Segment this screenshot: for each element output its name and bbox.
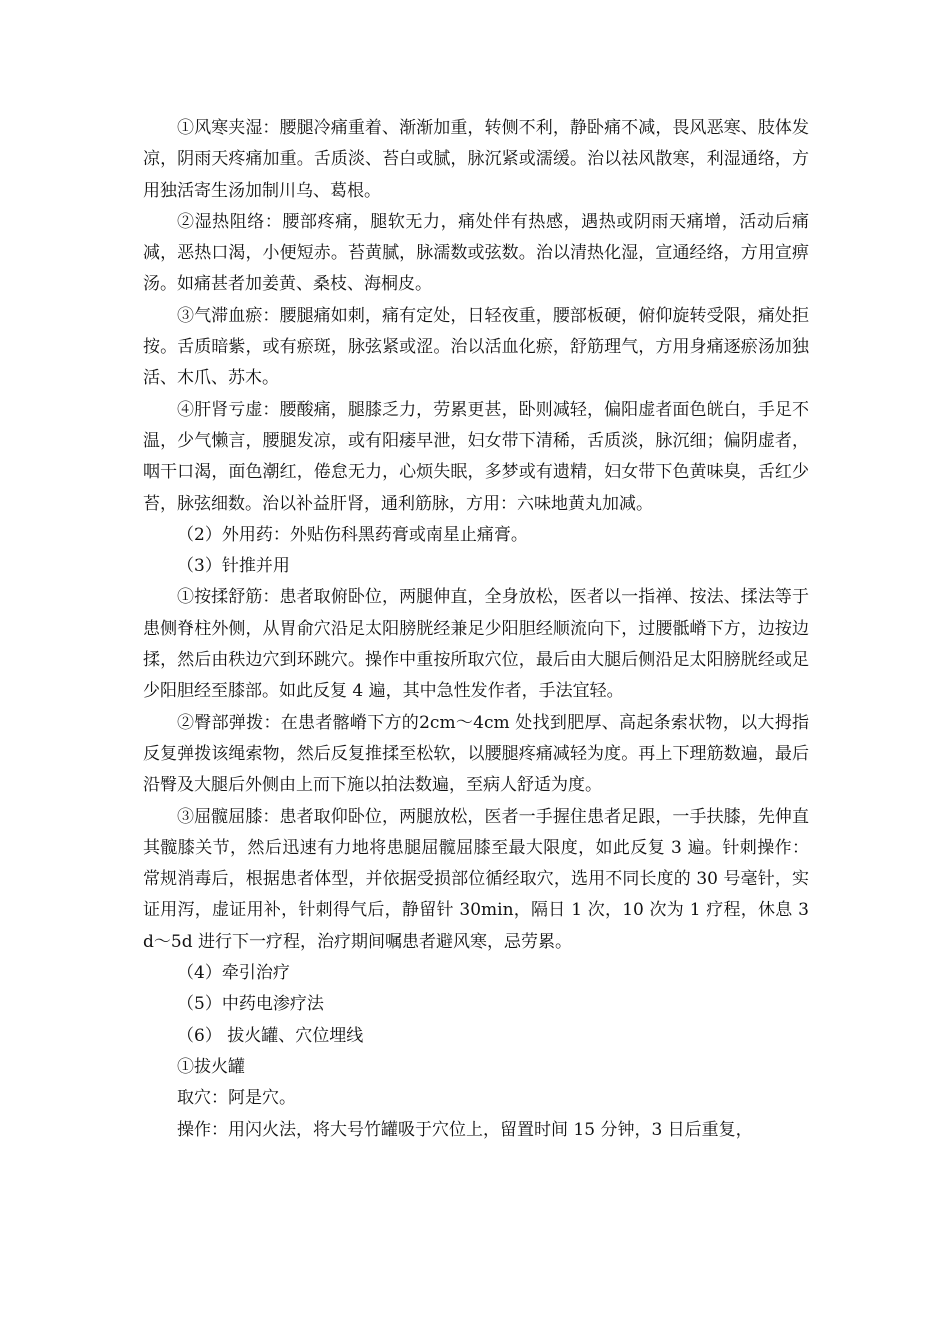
heading-acupuncture-massage: （3）针推并用 — [177, 556, 290, 577]
heading-external-medicine: （2）外用药：外贴伤科黑药膏或南星止痛膏。 — [177, 524, 528, 545]
document-page — [143, 113, 809, 1146]
paragraph-liver-kidney: ④肝肾亏虚：腰酸痛，腿膝乏力，劳累更甚，卧则减轻，偏阳虚者面色㿠白，手足不温，少气懒言，腰腿发凉，或有阳痿早泄，妇女带下清稀，舌质淡，脉沉细；偏阴虚者，咽干口渴，面色潮红，倦怠无力，心烦失眠，多梦或有遗精，妇女带下色黄味臭，舌红少苔，脉弦细数。治以补益肝肾，通利筋脉，方用：六味地黄丸加减。 — [143, 399, 809, 514]
heading-electro-osmosis: （5）中药电渗疗法 — [177, 994, 324, 1015]
paragraph-wind-cold-damp: ①风寒夹湿：腰腿冷痛重着、渐渐加重，转侧不利，静卧痛不减，畏风恶寒、肢体发凉，阴雨天疼痛加重。舌质淡、苔白或腻，脉沉紧或濡缓。治以祛风散寒，利湿通络，方用独活寄生汤加制川乌、葛根。 — [143, 118, 809, 201]
line-operation: 操作：用闪火法，将大号竹罐吸于穴位上，留置时间 15 分钟，3 日后重复， — [177, 1119, 753, 1140]
heading-cupping: ①拔火罐 — [177, 1056, 245, 1077]
paragraph-press-knead: ①按揉舒筋：患者取俯卧位，两腿伸直，全身放松，医者以一指禅、按法、揉法等于患侧脊柱外侧，从胃俞穴沿足太阳膀胱经兼足少阳胆经顺流向下，过腰骶嵴下方，边按边揉，然后由秩边穴到环跳穴。操作中重按所取穴位，最后由大腿后侧沿足太阳膀胱经或足少阳胆经至膝部。如此反复 4 遍，其中急性发作者，手法宜轻。 — [143, 587, 809, 702]
paragraph-damp-heat: ②湿热阻络：腰部疼痛，腿软无力，痛处伴有热感，遇热或阴雨天痛增，活动后痛减，恶热口渴，小便短赤。苔黄腻，脉濡数或弦数。治以清热化湿，宣通经络，方用宣痹汤。如痛甚者加姜黄、桑枝、海桐皮。 — [143, 211, 809, 295]
paragraph-hip-knee-flexion: ③屈髋屈膝：患者取仰卧位，两腿放松，医者一手握住患者足跟，一手扶膝，先伸直其髋膝关节，然后迅速有力地将患腿屈髋屈膝至最大限度，如此反复 3 遍。针刺操作：常规消毒后，根据患者体型，并依据受损部位循经取穴，选用不同长度的 30 号毫针，实证用泻，虚证用补，针刺得气后，静留针 30min，隔日 1 次，10 次为 1 疗程，休息 3d～5d 进行下一疗程，治疗期间嘱患者避风寒，忌劳累。 — [143, 806, 809, 952]
paragraph-qi-stagnation: ③气滞血瘀：腰腿痛如刺，痛有定处，日轻夜重，腰部板硬，俯仰旋转受限，痛处拒按。舌质暗紫，或有瘀斑，脉弦紧或涩。治以活血化瘀，舒筋理气，方用身痛逐瘀汤加独活、木爪、苏木。 — [143, 305, 809, 389]
line-acupoint: 取穴：阿是穴。 — [177, 1088, 296, 1109]
heading-traction: （4）牵引治疗 — [177, 963, 290, 984]
heading-cupping-embedding: （6） 拔火罐、穴位埋线 — [177, 1025, 364, 1046]
paragraph-hip-plucking: ②臀部弹拨：在患者髂嵴下方的2cm～4cm 处找到肥厚、高起条索状物，以大拇指反复弹拨该绳索物，然后反复推揉至松软，以腰腿疼痛减轻为度。再上下理筋数遍，最后沿臀及大腿后外侧由上而下施以拍法数遍，至病人舒适为度。 — [143, 712, 809, 796]
